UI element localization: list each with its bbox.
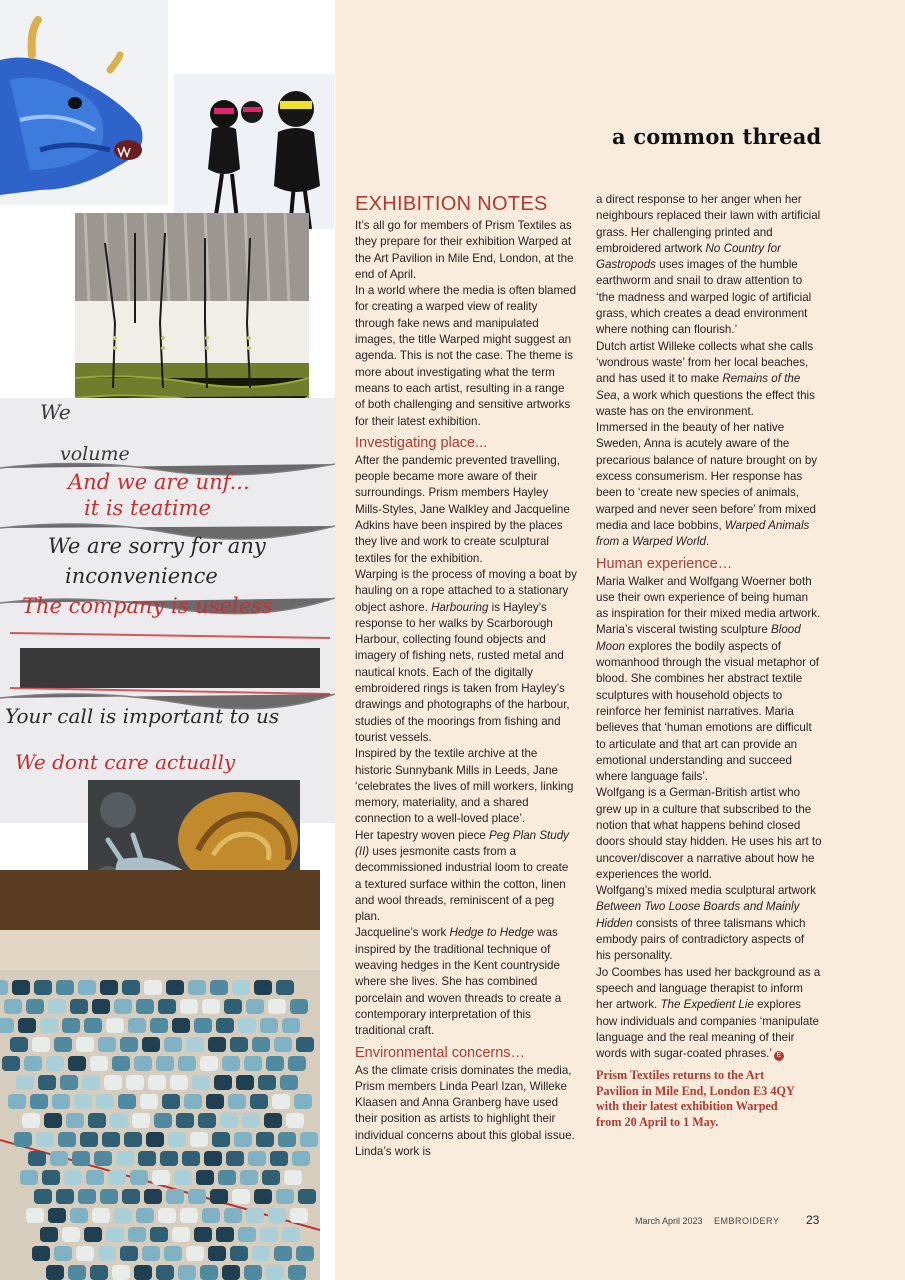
ceramic-tile (72, 1151, 90, 1166)
article-title: EXHIBITION NOTES (355, 193, 548, 215)
ceramic-tile (208, 1037, 226, 1052)
blue-animal-image (0, 0, 168, 205)
photo-collage (0, 0, 335, 1280)
ceramic-tile (156, 1265, 174, 1280)
ceramic-tile (0, 980, 8, 995)
ceramic-tile (202, 999, 220, 1014)
ceramic-tile (34, 980, 52, 995)
stitched-line-4: it is teatime (84, 496, 211, 520)
footer-date: March April 2023 (635, 1216, 703, 1226)
stitched-line-9: We dont care actually (15, 750, 236, 774)
ceramic-tile (14, 1132, 32, 1147)
ceramic-tile (172, 1018, 190, 1033)
ceramic-tile (112, 1056, 130, 1071)
ceramic-tile (266, 1056, 284, 1071)
ceramic-tile (178, 1265, 196, 1280)
artwork-title: Remains of the Sea (596, 372, 801, 402)
ceramic-tile (286, 1113, 304, 1128)
paragraph: As the climate crisis dominates the media, Prism members Linda Pearl Izan, Willeke Klaasen and Anna Granberg have used their position as artists to highlight their individual concerns about this global issue. Linda’s work is (355, 1063, 575, 1159)
ceramic-tile (122, 1189, 140, 1204)
ceramic-tile (44, 1113, 62, 1128)
ceramic-tile (86, 1170, 104, 1185)
subheading-investigating-place: Investigating place... (355, 434, 488, 451)
ceramic-tile (84, 1227, 102, 1242)
ceramic-tile (76, 1246, 94, 1261)
ceramic-tile (260, 1227, 278, 1242)
ceramic-tile (246, 999, 264, 1014)
ceramic-tile (220, 1113, 238, 1128)
ceramic-tile (2, 1056, 20, 1071)
section-title: a common thread (612, 124, 822, 149)
peg-plan-image (0, 870, 320, 1280)
ceramic-tile (100, 980, 118, 995)
ceramic-tile (38, 1075, 56, 1090)
ceramic-tile (40, 1018, 58, 1033)
ceramic-tile (192, 1075, 210, 1090)
ceramic-tile (30, 1094, 48, 1109)
ceramic-tile (270, 1151, 288, 1166)
ceramic-tile (70, 999, 88, 1014)
ceramic-tile (114, 999, 132, 1014)
paragraph: It’s all go for members of Prism Textiles as they prepare for their exhibition Warped at the Art Pavilion in Mile End, London, at the end of April. (355, 219, 574, 281)
ceramic-tile (90, 1056, 108, 1071)
ceramic-tile (160, 1151, 178, 1166)
artwork-title: The Expedient Lie (660, 998, 754, 1012)
ceramic-tile (156, 1056, 174, 1071)
ceramic-tile (194, 1227, 212, 1242)
ceramic-tile (138, 1151, 156, 1166)
ceramic-tile (56, 1189, 74, 1204)
ceramic-tile (48, 1208, 66, 1223)
ceramic-tile (78, 980, 96, 995)
ceramic-tile (112, 1265, 130, 1280)
ceramic-tile (298, 1189, 316, 1204)
ceramic-tile (96, 1094, 114, 1109)
ceramic-tile (104, 1075, 122, 1090)
paragraph: Wolfgang’s mixed media sculptural artwork Between Two Loose Boards and Mainly Hidden consists of three talismans which embody pairs of contradictory aspects of his personality. (596, 884, 816, 963)
ceramic-tile (128, 1227, 146, 1242)
ceramic-tile (180, 999, 198, 1014)
paragraph: Inspired by the textile archive at the historic Sunnybank Mills in Leeds, Jane ‘celebrates the lives of mill workers, linking memory, materiality, and a shared connection to a well-loved place’. (355, 747, 574, 826)
ceramic-tile (178, 1056, 196, 1071)
ceramic-tile (242, 1113, 260, 1128)
ceramic-tile (202, 1208, 220, 1223)
ceramic-tile (158, 1208, 176, 1223)
ceramic-tile (188, 980, 206, 995)
ceramic-tile (82, 1075, 100, 1090)
ceramic-tile (198, 1113, 216, 1128)
ceramic-tile (150, 1018, 168, 1033)
paragraph: Jacqueline’s work Hedge to Hedge was inspired by the traditional technique of weaving hedges in the Kent countryside where she lives. She has combined porcelain and woven threads to create a contemporary interpretation of this traditional craft. (355, 926, 562, 1038)
ceramic-tile (102, 1132, 120, 1147)
ceramic-tile (222, 1265, 240, 1280)
ceramic-tile (216, 1018, 234, 1033)
ceramic-tile (98, 1246, 116, 1261)
ceramic-tile (196, 1170, 214, 1185)
ceramic-tile (106, 1018, 124, 1033)
ceramic-tile (48, 999, 66, 1014)
paragraph: In a world where the media is often blamed for creating a warped view of reality through fake news and manipulated images, the title Warped might suggest an agenda. This is not the case. The theme is more about investigating what the term means to each artist, resulting in a range of both challenging and sensitive artworks for their latest exhibition. (355, 284, 577, 428)
ceramic-tile (250, 1094, 268, 1109)
ceramic-tile (200, 1056, 218, 1071)
ceramic-tile (226, 1151, 244, 1166)
stitched-line-2: volume (60, 443, 130, 465)
ceramic-tile (276, 1189, 294, 1204)
ceramic-tile (300, 1132, 318, 1147)
ceramic-tile (54, 1037, 72, 1052)
ceramic-tile (164, 1246, 182, 1261)
ceramic-tile (78, 1189, 96, 1204)
ceramic-tile (228, 1094, 246, 1109)
ceramic-tile (176, 1113, 194, 1128)
ceramic-tile (144, 1189, 162, 1204)
ceramic-tile (0, 1018, 14, 1033)
exhibition-info-line: Pavilion in Mile End, London E3 4QY (596, 1083, 795, 1098)
ceramic-tile (18, 1018, 36, 1033)
photo-black-figures (174, 74, 334, 229)
ceramic-tile (186, 1037, 204, 1052)
ceramic-tile (204, 1151, 222, 1166)
ceramic-tile (166, 1189, 184, 1204)
ceramic-tile (252, 1246, 270, 1261)
ceramic-tile (240, 1170, 258, 1185)
stitched-line-5: We are sorry for any (48, 534, 266, 558)
ceramic-tile (232, 980, 250, 995)
stitched-line-1: We (40, 400, 71, 424)
ceramic-tile (68, 1056, 86, 1071)
ceramic-tile (92, 1208, 110, 1223)
ceramic-tile (230, 1037, 248, 1052)
ceramic-tile (32, 1037, 50, 1052)
ceramic-tile (184, 1094, 202, 1109)
ceramic-tile (120, 1246, 138, 1261)
ceramic-tile (74, 1094, 92, 1109)
ceramic-tile (134, 1265, 152, 1280)
ceramic-tile (20, 1170, 38, 1185)
ceramic-tile (210, 1189, 228, 1204)
ceramic-tile (200, 1265, 218, 1280)
footer-magazine: EMBROIDERY (714, 1216, 780, 1226)
ceramic-tile (132, 1113, 150, 1128)
ceramic-tile (128, 1018, 146, 1033)
paragraph: Wolfgang is a German-British artist who grew up in a culture that subscribed to the notion that what happens behind closed doors should stay hidden. He uses his art to uncover/discover a narrative about how he experiences the world. (596, 786, 822, 881)
ceramic-tile (244, 1265, 262, 1280)
ceramic-tile (108, 1170, 126, 1185)
ceramic-tile (114, 1208, 132, 1223)
ceramic-tile (278, 1132, 296, 1147)
ceramic-tile (256, 1132, 274, 1147)
ceramic-tile (244, 1056, 262, 1071)
ceramic-tile (110, 1113, 128, 1128)
ceramic-tile (76, 1037, 94, 1052)
ceramic-tile (172, 1227, 190, 1242)
ceramic-tile (92, 999, 110, 1014)
artwork-title: No Country for Gastropods (596, 241, 781, 272)
ceramic-tile (246, 1208, 264, 1223)
ceramic-tile (284, 1170, 302, 1185)
paragraph: a direct response to her anger when her neighbours replaced their lawn with artificial grass. Her challenging printed and embroidered artwork No Country for Gastropods uses images of the humble earthworm and snail to draw attention to ‘the madness and warped logic of artificial grass, which creates a dead environment where nothing can flourish.’ (596, 193, 821, 337)
ceramic-tile (118, 1094, 136, 1109)
ceramic-tile (268, 999, 286, 1014)
ceramic-tile (232, 1189, 250, 1204)
ceramic-tile (296, 1246, 314, 1261)
ceramic-tile (158, 999, 176, 1014)
ceramic-tile (224, 1208, 242, 1223)
ceramic-tile (36, 1132, 54, 1147)
paragraph: Warping is the process of moving a boat by hauling on a rope attached to a stationary object ashore. Harbouring is Hayley’s response to her walks by Scarborough Harbour, collecting found objects and imagery of fishing nets, rusted metal and nautical knots. Each of the digitally embroidered rings is taken from Hayley’s drawings and photographs of the harbour, studies of the moorings from fishing and tourist vessels. (355, 567, 577, 744)
ceramic-tile (28, 1151, 46, 1166)
paragraph: Jo Coombes has used her background as a speech and language therapist to inform her artwork. The Expedient Lie explores how individuals and companies ‘manipulate language and the real meaning of their words with sugar-coated phrases.’ E (596, 965, 821, 1061)
artwork-title: Hedge to Hedge (449, 926, 534, 940)
ceramic-tile (120, 1037, 138, 1052)
ceramic-tile (266, 1265, 284, 1280)
ceramic-tile (134, 1056, 152, 1071)
page-number: 23 (806, 1213, 820, 1227)
ceramic-tile (268, 1208, 286, 1223)
ceramic-tile (292, 1151, 310, 1166)
ceramic-tile (280, 1075, 298, 1090)
ceramic-tile (124, 1132, 142, 1147)
ceramic-tile (26, 1208, 44, 1223)
ceramic-tile (24, 1056, 42, 1071)
ceramic-tile (142, 1037, 160, 1052)
paragraph: Maria’s visceral twisting sculpture Blood Moon explores the bodily aspects of womanhood through the visual metaphor of blood. She combines her abstract textile sculptures with household objects to reinforce her feminist narratives. Maria believes that ‘human emotions are difficult to articulate and that art can provide an emotional understanding and succeed where language fails’. (596, 623, 819, 784)
paragraph: Immersed in the beauty of her native Sweden, Anna is acutely aware of the precarious balance of nature brought on by excess consumerism. Her response has been to ‘create new species of animals, warped and never seen before’ from mixed media and lace bobbins, Warped Animals from a Warped World. (596, 421, 818, 549)
ceramic-tile (42, 1170, 60, 1185)
ceramic-tile (252, 1037, 270, 1052)
artwork-title: Blood Moon (596, 623, 801, 653)
stitched-line-6: inconvenience (65, 564, 218, 588)
ceramic-tile (274, 1037, 292, 1052)
photo-stitched-text-artwork (0, 398, 335, 823)
ceramic-tile (254, 980, 272, 995)
ceramic-tile (162, 1094, 180, 1109)
ceramic-tile (174, 1170, 192, 1185)
ceramic-tile (62, 1018, 80, 1033)
artwork-title: Between Two Loose Boards and Mainly Hidden (596, 900, 800, 930)
ceramic-tile (150, 1227, 168, 1242)
stitched-line-7: The company is useless (22, 594, 273, 618)
ceramic-tile (234, 1132, 252, 1147)
ceramic-tile (46, 1265, 64, 1280)
ceramic-tile (194, 1018, 212, 1033)
ceramic-tile (130, 1170, 148, 1185)
ceramic-tile (248, 1151, 266, 1166)
ceramic-tile (146, 1132, 164, 1147)
ceramic-tile (136, 1208, 154, 1223)
ceramic-tile (290, 999, 308, 1014)
ceramic-tile (60, 1075, 78, 1090)
ceramic-tile (170, 1075, 188, 1090)
ceramic-tile (50, 1151, 68, 1166)
ceramic-tile (214, 1075, 232, 1090)
ceramic-tile (8, 1094, 26, 1109)
subheading-human-experience: Human experience… (596, 555, 733, 572)
article-column-1 (355, 192, 577, 1160)
ceramic-tile (212, 1132, 230, 1147)
ceramic-tile (16, 1075, 34, 1090)
ceramic-tile (98, 1037, 116, 1052)
ceramic-tile (218, 1170, 236, 1185)
ceramic-tile (70, 1208, 88, 1223)
ceramic-tile (12, 980, 30, 995)
exhibition-info-line: with their latest exhibition Warped (596, 1099, 778, 1114)
exhibition-info (596, 1068, 822, 1130)
subheading-environmental-concerns: Environmental concerns… (355, 1044, 526, 1061)
ceramic-tile (282, 1227, 300, 1242)
ceramic-tile (142, 1246, 160, 1261)
ceramic-tile (126, 1075, 144, 1090)
ceramic-tile (168, 1132, 186, 1147)
ceramic-tile (166, 980, 184, 995)
ceramic-tile (122, 980, 140, 995)
ceramic-tile (52, 1094, 70, 1109)
ceramic-tile (152, 1170, 170, 1185)
ceramic-tile (264, 1113, 282, 1128)
ceramic-tile (272, 1094, 290, 1109)
artwork-title: Warped Animals from a Warped World (596, 518, 810, 549)
ceramic-tile (40, 1227, 58, 1242)
ceramic-tile (148, 1075, 166, 1090)
ceramic-tile (254, 1189, 272, 1204)
ceramic-tile (144, 980, 162, 995)
ceramic-tile (208, 1246, 226, 1261)
ceramic-tile (106, 1227, 124, 1242)
ceramic-tile (100, 1189, 118, 1204)
black-figures-image (174, 74, 334, 229)
paragraph: Dutch artist Willeke collects what she calls ‘wondrous waste’ from her local beaches, and has used it to make Remains of the Sea, a work which questions the effect this waste has on the environment. (596, 339, 815, 418)
ceramic-tile (224, 999, 242, 1014)
photo-blue-animal-sculpture (0, 0, 168, 205)
ceramic-tile (84, 1018, 102, 1033)
photo-peg-plan-study (0, 870, 320, 1280)
stitched-line-8: Your call is important to us (5, 704, 280, 728)
ceramic-tile (282, 1018, 300, 1033)
ceramic-tile (58, 1132, 76, 1147)
ceramic-tile (288, 1265, 306, 1280)
ceramic-tile (34, 1189, 52, 1204)
ceramic-tile (288, 1056, 306, 1071)
ceramic-tile (164, 1037, 182, 1052)
ceramic-tile (258, 1075, 276, 1090)
ceramic-tile (88, 1113, 106, 1128)
ceramic-tile (262, 1170, 280, 1185)
ceramic-tile (236, 1075, 254, 1090)
ceramic-tile (116, 1151, 134, 1166)
ceramic-tile (54, 1246, 72, 1261)
ceramic-tile (140, 1094, 158, 1109)
ceramic-tile (136, 999, 154, 1014)
ceramic-tile (186, 1246, 204, 1261)
ceramic-tile (230, 1246, 248, 1261)
ceramic-tile (274, 1246, 292, 1261)
paragraph: Maria Walker and Wolfgang Woerner both use their own experience of being human as inspiration for their mixed media artwork. (596, 574, 821, 621)
ceramic-tile (206, 1094, 224, 1109)
ceramic-tile (294, 1094, 312, 1109)
article-column-2 (596, 192, 822, 1130)
stitched-line-3: And we are unf... (68, 470, 250, 494)
exhibition-info-line: Prism Textiles returns to the Art (596, 1068, 765, 1083)
ceramic-tile (154, 1113, 172, 1128)
ceramic-tile (68, 1265, 86, 1280)
ceramic-tile (62, 1227, 80, 1242)
ceramic-tile (190, 1132, 208, 1147)
ceramic-tile (216, 1227, 234, 1242)
ceramic-tile (64, 1170, 82, 1185)
ceramic-tile (182, 1151, 200, 1166)
ceramic-tile (32, 1246, 50, 1261)
ceramic-tile (94, 1151, 112, 1166)
end-mark-icon: E (774, 1051, 784, 1061)
ceramic-tile (296, 1037, 314, 1052)
ceramic-tile (56, 980, 74, 995)
ceramic-tile (260, 1018, 278, 1033)
ceramic-tile (66, 1113, 84, 1128)
ceramic-tile (80, 1132, 98, 1147)
artwork-title: Harbouring (431, 600, 489, 614)
ceramic-tile (276, 980, 294, 995)
exhibition-info-line: from 20 April to 1 May. (596, 1114, 719, 1129)
ceramic-tile (290, 1208, 308, 1223)
ceramic-tile (222, 1056, 240, 1071)
ceramic-tile (210, 980, 228, 995)
ceramic-tile (188, 1189, 206, 1204)
ceramic-tile (238, 1227, 256, 1242)
ceramic-tile (180, 1208, 198, 1223)
ceramic-tile (4, 999, 22, 1014)
ceramic-tile (10, 1037, 28, 1052)
artwork-title: Peg Plan Study (II) (355, 828, 569, 858)
paragraph: Her tapestry woven piece Peg Plan Study (II) uses jesmonite casts from a decommissioned industrial loom to create a textured surface within the cotton, linen and wool threads, reminiscent of a peg plan. (355, 828, 569, 924)
ceramic-tile (238, 1018, 256, 1033)
ceramic-tile (22, 1113, 40, 1128)
paragraph: After the pandemic prevented travelling, people became more aware of their surroundings. Prism members Hayley Mills-Styles, Jane Walkley and Jacqueline Adkins have been inspired by the places they live and work to create sculptural textiles for the exhibition. (355, 453, 570, 565)
ceramic-tile (46, 1056, 64, 1071)
ceramic-tile (90, 1265, 108, 1280)
ceramic-tile (26, 999, 44, 1014)
